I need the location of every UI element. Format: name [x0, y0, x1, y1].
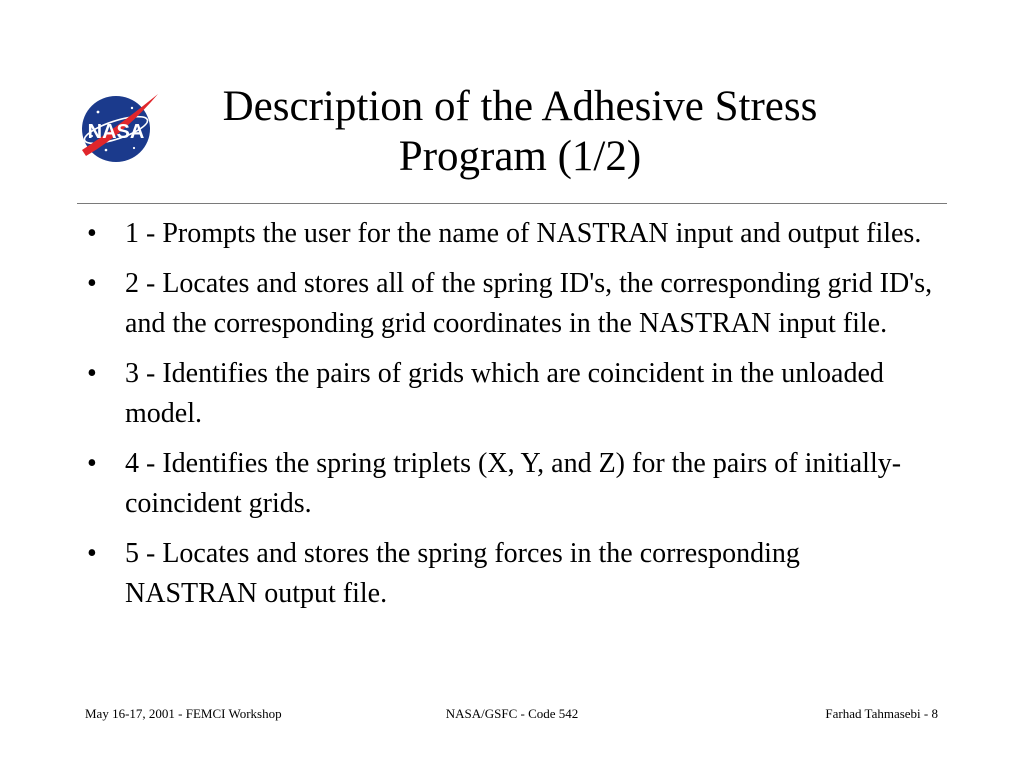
bullet-text-2: 2 - Locates and stores all of the spring ID's, the corresponding grid ID's, and the corresponding grid coordinates in the NASTRAN input file. — [125, 268, 933, 339]
bullet-dot-icon: • — [87, 268, 97, 299]
bullet-text-5: 5 - Locates and stores the spring forces in the corresponding NASTRAN output file. — [125, 538, 800, 609]
title-divider — [77, 203, 947, 204]
slide-title — [150, 82, 890, 182]
footer-date: May 16-17, 2001 - FEMCI Workshop — [85, 706, 282, 721]
bullet-dot-icon: • — [87, 448, 97, 479]
bullet-item-3 — [84, 354, 934, 434]
nasa-logo-text: NASA — [87, 121, 145, 143]
nasa-logo — [76, 88, 160, 168]
footer-author-page: Farhad Tahmasebi - 8 — [825, 706, 938, 721]
bullet-item-2 — [84, 264, 934, 344]
bullet-item-1 — [84, 214, 934, 254]
bullet-dot-icon: • — [87, 538, 97, 569]
bullet-dot-icon: • — [87, 218, 97, 249]
bullet-text-1: 1 - Prompts the user for the name of NASTRAN input and output files. — [125, 218, 922, 249]
bullet-text-3: 3 - Identifies the pairs of grids which are coincident in the unloaded model. — [125, 358, 884, 429]
bullet-dot-icon: • — [87, 358, 97, 389]
bullet-text-4: 4 - Identifies the spring triplets (X, Y, and Z) for the pairs of initially-coincident grids. — [125, 448, 902, 519]
bullet-item-4 — [84, 444, 934, 524]
footer-org: NASA/GSFC - Code 542 — [445, 706, 579, 721]
bullet-item-5 — [84, 534, 934, 614]
slide-title-line-2: Program (1/2) — [398, 133, 642, 180]
slide-title-line-1: Description of the Adhesive Stress — [222, 83, 818, 130]
bullet-list — [84, 214, 934, 624]
